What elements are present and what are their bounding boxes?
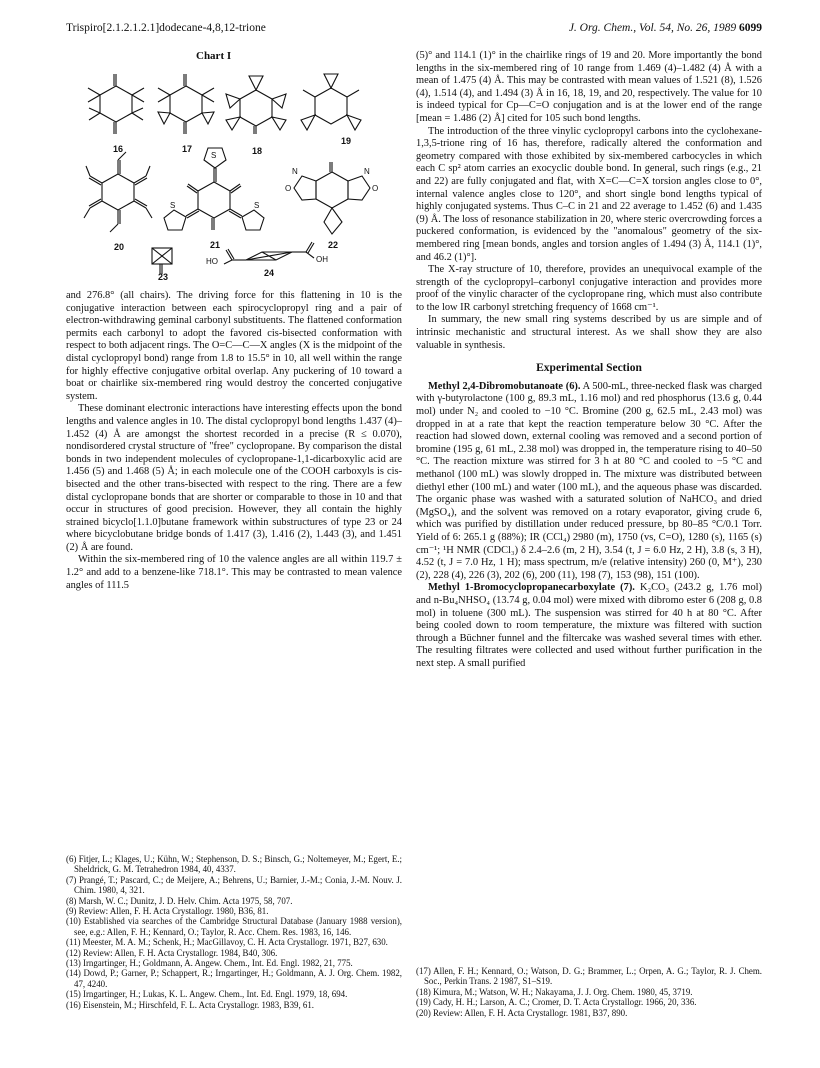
atom-n-left: N — [292, 167, 298, 176]
right-column — [416, 50, 762, 671]
label-16: 16 — [113, 144, 124, 154]
experimental-title-2: Methyl 1-Bromocyclopropanecarboxylate (7). — [428, 582, 635, 594]
chart-structures — [66, 64, 402, 280]
structure-18 — [226, 76, 286, 134]
left-column — [66, 290, 402, 592]
structure-22 — [294, 162, 370, 234]
footnote: (15) Irngartinger, H.; Lukas, K. L. Angew. Chem., Int. Ed. Engl. 1979, 18, 694. — [66, 989, 348, 1000]
experimental-body-1: A 500-mL, three-necked flask was charged with γ-butyrolactone (100 g, 89.3 mL, 1.16 mol) and red phosphorus (13.6 g, 0.44 mol) under N₂ and cooled to −10 °C. Bromine (200 g, 62.5 mL, 2.43 mol) was dropped in at a rate that kept the reaction temperature below 30 °C. After the reaction had slowed down, external cooling was removed and a second portion of bromine (195 g, 61 mL, 2.38 mol) was dropped in, the temperature rising to 40–50 °C. The reaction mixture was stirred for 3 h at 80 °C and cooled to −5 °C and methanol (100 mL) was slowly dropped in. The mixture was distributed between diethyl ether (100 mL) and water (100 mL), and the aqueous phase was discarded. The organic phase was washed with a saturated solution of NaHCO₃ and dried (MgSO₄), and the solvent was removed on a rotary evaporator, giving crude 6, which was purified by distillation under reduced pressure, bp 80–85 °C/0.1 Torr. Yield of 6: 265.1 g (88%); IR (CCl₄) 2980 (m), 1750 (vs, C=O), 1280 (s), 1165 (s) cm⁻¹; ¹H NMR (CDCl₃) δ 2.4–2.6 (m, 2 H), 3.54 (t, J = 6.0 Hz, 2 H), 3.8 (s, 3 H), 4.52 (t, J = 7.0 Hz, 1 H); mass spectrum, m/e (relative intensity) 260 (0, M⁺), 230 (2), 228 (4), 226 (3), 202 (6), 200 (11), 198 (7), 153 (98), 151 (100). — [416, 380, 762, 581]
footnote: (7) Prangé, T.; Pascard, C.; de Meijere, A.; Behrens, U.; Barnier, J.-M.; Conia, J.-M. Nouv. J. Chim. 1980, 4, 321. — [66, 874, 402, 896]
structure-20 — [84, 152, 152, 232]
journal-name: J. Org. Chem., — [568, 22, 637, 34]
footnote: (12) Review: Allen, F. H. Acta Crystallogr. 1984, B40, 306. — [66, 947, 278, 958]
structure-21 — [164, 148, 264, 230]
right-paragraph-3: The X-ray structure of 10, therefore, provides an unequivocal example of the strength of the cyclopropyl–carbonyl conjugative interaction and provides more proof of the vinylic character of the cyclopropane ring, which must also contribute to the low IR carbonyl stretching frequency of 1668 cm⁻¹. — [416, 264, 762, 313]
footnote: (13) Irngartinger, H.; Goldmann, A. Angew. Chem., Int. Ed. Engl. 1982, 21, 775. — [66, 958, 353, 969]
label-17: 17 — [182, 144, 193, 154]
atom-s-top: S — [211, 151, 217, 160]
atom-ho: HO — [206, 257, 218, 266]
label-22: 22 — [328, 240, 339, 250]
experimental-body-2: K₂CO₃ (243.2 g, 1.76 mol) and n-Bu₄NHSO₄ (13.74 g, 0.04 mol) were mixed with dibromo ester 6 (208 g, 0.8 mol) in toluene (300 mL). The suspension was stirred for 40 h at 80 °C. After being cooled down to room temperature, the mixture was filtered with suction through a Büchner funnel and the filtercake was washed several times with ether. The resulting filtrates were collected and used without further purification in the next step. A small purified — [416, 582, 762, 669]
label-20: 20 — [114, 242, 125, 252]
footnote: (8) Marsh, W. C.; Dunitz, J. D. Helv. Chim. Acta 1975, 58, 707. — [66, 895, 293, 906]
right-paragraph-2: The introduction of the three vinylic cyclopropyl carbons into the cyclohexane-1,3,5-trione ring of 16 has, therefore, radically altered the conformation and geometry compared with those exhibited by six-membered carbocycles in which each C sp² atom carries an exocyclic double bond. In general, such rings (e.g., 21 and 22) are fully conjugated and flat, with X=C—C=X torsion angles close to 0°, internal valence angles close to 120°, and short single bond lengths typical of highly conjugated systems. Thus C–C in 21 and 22 average to 1.452 (6) and 1.435 (9) Å. The loss of resonance stabilization in 20, where steric overcrowding forces a puckered conformation, is evidenced by the "anomalous" geometry of the six-membered ring [mean bonds, angles and torsion angles of 1.494 (3) Å, 114.1 (1)°, and 46.2 (1)°]. — [416, 125, 762, 263]
label-19: 19 — [341, 136, 352, 146]
label-24: 24 — [264, 268, 275, 278]
footnote: (17) Allen, F. H.; Kennard, O.; Watson, D. G.; Brammer, L.; Orpen, A. G.; Taylor, R. J. Chem. Soc., Perkin Trans. 2 1987, S1–S19. — [416, 966, 762, 987]
left-paragraph-3: Within the six-membered ring of 10 the valence angles are all within 119.7 ± 1.2° and add to a benzene-like 718.1°. This may be contrasted to mean valence angles of 111.5 — [66, 554, 402, 591]
footnote: (20) Review: Allen, F. H. Acta Crystallogr. 1981, B37, 890. — [416, 1007, 628, 1018]
label-21: 21 — [210, 240, 221, 250]
footnote: (16) Eisenstein, M.; Hirschfeld, F. L. Acta Crystallogr. 1983, B39, 61. — [66, 999, 315, 1010]
right-paragraph-1: (5)° and 114.1 (1)° in the chairlike rings of 19 and 20. More importantly the bond lengths in the six-membered ring of 10 range from 1.469 (4)–1.482 (4) Å with a mean of 1.475 (4) Å. This may be contrasted with mean values of 1.521 (8), 1.526 (4), 1.514 (4), and 1.494 (3) Å in 16, 18, 19, and 20, respectively. The value for 10 is indeed typical for Cp—C=O conjugation and is at the lower end of the range [mean = 1.486 (2) Å] cited for 105 such bond lengths. — [416, 50, 762, 124]
footnote: (18) Kimura, M.; Watson, W. H.; Nakayama, J. J. Org. Chem. 1980, 45, 3719. — [416, 986, 693, 997]
footnote: (6) Fitjer, L.; Klages, U.; Kühn, W.; Stephenson, D. S.; Binsch, G.; Noltemeyer, M.; Egert, E.; Sheldrick, G. M. Tetrahedron 1984, 40, 4337. — [66, 854, 402, 875]
structure-16 — [88, 74, 144, 134]
page-number: 6099 — [739, 22, 762, 34]
structure-23 — [152, 248, 172, 274]
footnote: (14) Dowd, P.; Garner, P.; Schappert, R.; Irngartinger, H.; Goldmann, A. J. Org. Chem. 1982, 47, 4240. — [66, 968, 402, 989]
atom-n-right: N — [364, 167, 370, 176]
left-footnotes — [66, 854, 402, 1010]
footnote: (11) Meester, M. A. M.; Schenk, H.; MacGillavoy, C. H. Acta Crystallogr. 1971, B27, 630. — [66, 937, 388, 948]
journal-volume: Vol. 54, No. 26, 1989 — [639, 22, 737, 34]
footnote: (19) Cady, H. H.; Larson, A. C.; Cromer, D. T. Acta Crystallogr. 1966, 20, 336. — [416, 997, 697, 1008]
footnote: (10) Established via searches of the Cambridge Structural Database (January 1988 version), see, e.g.: Allen, F. H.; Kennard, O.; Taylor, R. Acc. Chem. Res. 1983, 16, 146. — [66, 916, 402, 937]
atom-s-right: S — [254, 201, 260, 210]
atom-o-right: O — [372, 184, 379, 193]
section-title: Experimental Section — [536, 362, 642, 375]
running-title: Trispiro[2.1.2.1.2.1]dodecane-4,8,12-trione — [66, 22, 266, 34]
experimental-title-1: Methyl 2,4-Dibromobutanoate (6). — [428, 380, 581, 392]
right-footnotes — [416, 966, 762, 1018]
label-23: 23 — [158, 272, 169, 280]
atom-o-left: O — [285, 184, 292, 193]
left-paragraph-1: and 276.8° (all chairs). The driving force for this flattening in 10 is the conjugative interaction between each spirocyclopropyl ring and a pair of electron-withdrawing geminal carbonyl substituents. The flattened conformation permits each carbonyl to adopt the favored cis-bisected conformation with respect to both adjacent rings. The O=C—C—X angles (X is the midpoint of the distal cyclopropyl bond) range from 1.8 to 15.5° in 10, all well within the range for highly effective conjugative orbital overlap. Any puckering of 10 toward a boat or chairlike six-membered ring would destroy the concerted conjugative system. — [66, 290, 402, 402]
chart-title: Chart I — [196, 50, 232, 62]
journal-citation — [569, 22, 762, 34]
atom-s-left: S — [170, 201, 176, 210]
right-paragraph-4: In summary, the new small ring systems described by us are simple and of intrinsic mechanistic and structural interest. As we shall show they are also valuable in synthesis. — [416, 314, 762, 351]
footnote: (9) Review: Allen, F. H. Acta Crystallogr. 1980, B36, 81. — [66, 906, 269, 917]
label-18: 18 — [252, 146, 263, 156]
left-paragraph-2: These dominant electronic interactions have interesting effects upon the bond lengths and valence angles in 10. The distal cyclopropyl bond lengths 1.437 (4)–1.452 (4) Å are amongst the shortest recorded in a precise (R ≤ 0.070), nondisordered crystal structure of "free" cyclopropane. By comparison the distal bonds in two independent molecules of cyclopropane-1,1-dicarboxylic acid are 1.456 (5) and 1.468 (5) Å; in each molecule one of the COOH carboxyls is cis-bisected and the other trans-bisected with respect to the ring. There are a few distal cyclopropane bonds that are shorter or comparable to those in 10 and that occur in structures of good precision. However, they all contain the highly strained bicyclo[1.1.0]butane framework within substructures of type 23 or 24 where bicyclobutane bridge bonds of 1.417 (3), 1.416 (2), 1.443 (3), and 1.451 (2) Å are found. — [66, 403, 402, 553]
structure-19 — [301, 74, 361, 130]
structure-17 — [158, 74, 214, 134]
structure-24 — [224, 242, 314, 264]
atom-oh: OH — [316, 255, 328, 264]
